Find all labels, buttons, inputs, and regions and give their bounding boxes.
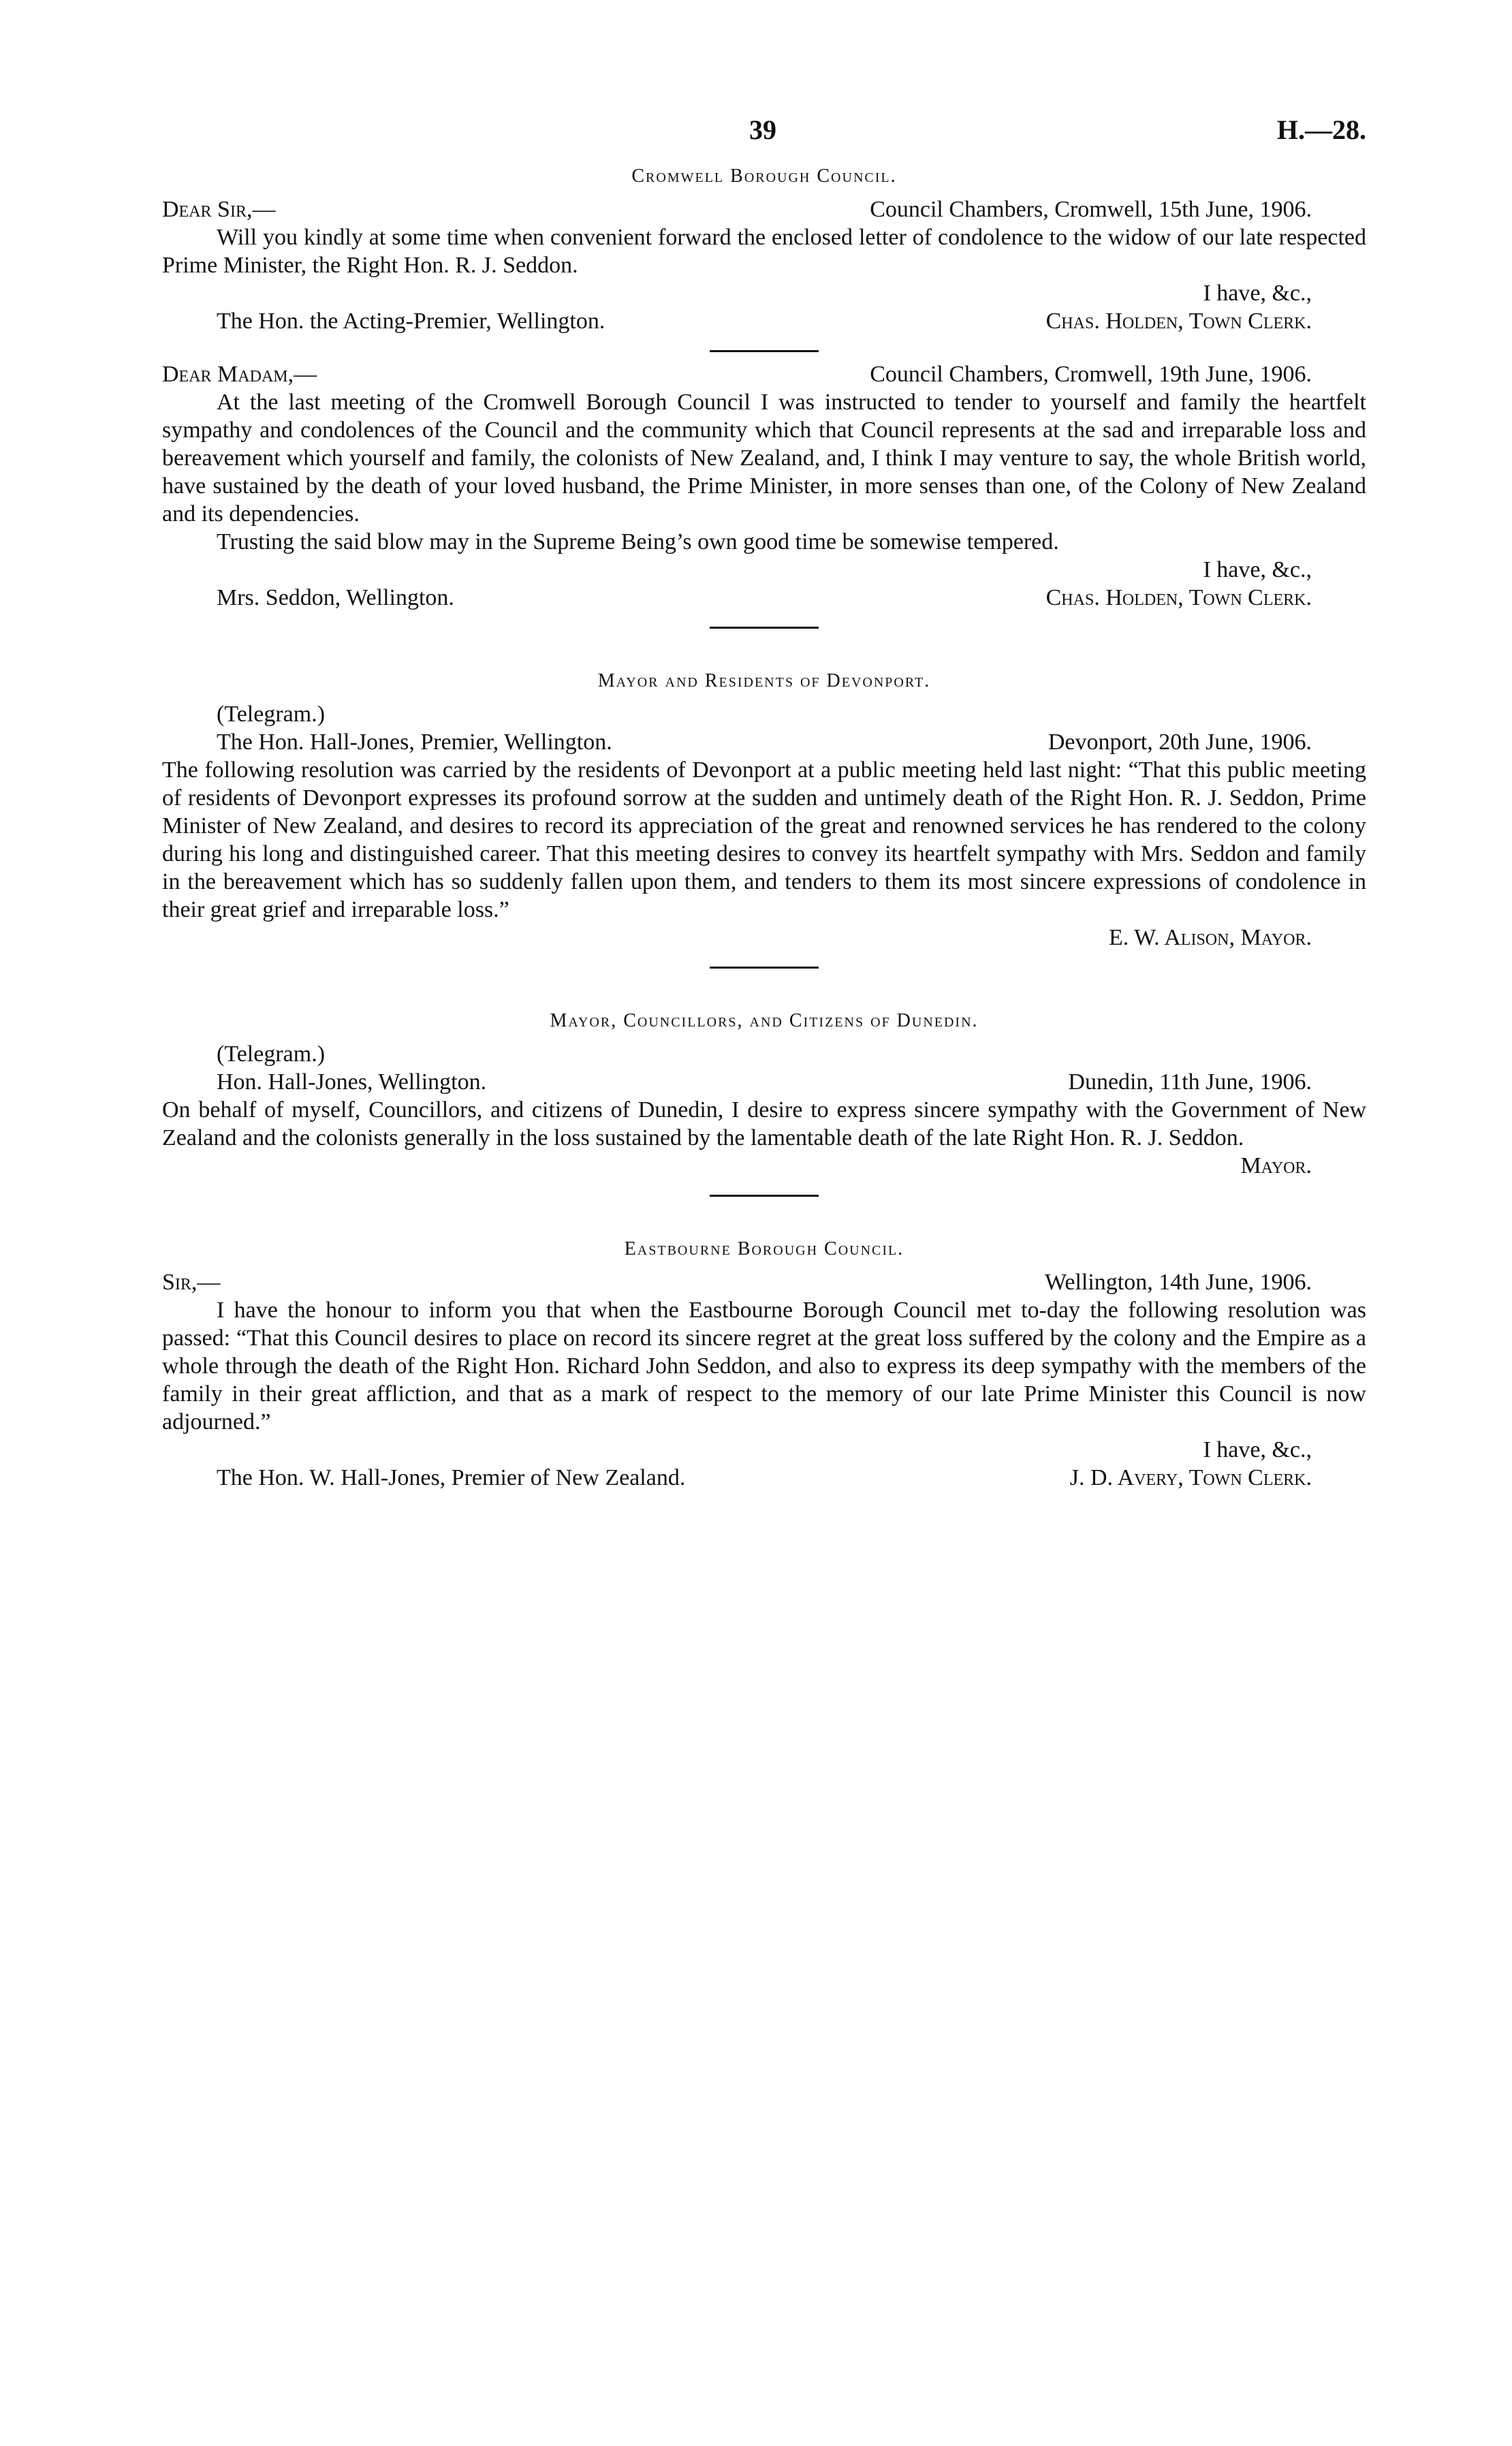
closing: I have, &c.,: [1203, 281, 1312, 306]
salutation: Dear Madam,—: [162, 362, 317, 387]
closing: I have, &c.,: [1203, 557, 1312, 582]
closing: I have, &c.,: [1203, 1437, 1312, 1462]
page-number: 39: [749, 114, 776, 145]
addressee: The Hon. Hall-Jones, Premier, Wellington.: [217, 730, 612, 755]
signatory: J. D. Avery, Town Clerk.: [1069, 1465, 1312, 1490]
dateline: Devonport, 20th June, 1906.: [1048, 730, 1312, 755]
divider: [710, 967, 819, 969]
signatory: Chas. Holden, Town Clerk.: [1045, 585, 1312, 610]
document-ref: H.—28.: [1276, 114, 1366, 145]
letter-body: I have the honour to inform you that when the Eastbourne Borough Council met to-day the following resolution was passed: “That this Council desires to place on record its sincere regret at the great loss suffered by the colony and the Empire as a whole through the death of the Right Hon. Richard John Seddon, and also to express its deep sympathy with the members of the family in their great affliction, and that as a mark of respect to the memory of our late Prime Minister this Council is now adjourned.”: [162, 1298, 1366, 1434]
salutation: Dear Sir,—: [162, 197, 276, 222]
letter-footer: [162, 584, 1366, 612]
letter-title: Eastbourne Borough Council.: [624, 1238, 904, 1259]
letter-heading: [162, 360, 1366, 388]
addressee: The Hon. the Acting-Premier, Wellington.: [217, 309, 605, 334]
signatory: Mayor.: [1240, 1153, 1312, 1178]
letter-body: The following resolution was carried by the residents of Devonport at a public meeting held last night: “That this public meeting of residents of Devonport expresses its profound sorrow at the sudden and untimely death of the Right Hon. R. J. Seddon, Prime Minister of New Zealand, and desires to record its appreciation of the great and renowned services he has rendered to the colony during his long and distinguished career. That this meeting desires to convey its heartfelt sympathy with Mrs. Seddon and family in the bereavement which has so suddenly fallen upon them, and tenders to them its most sincere expressions of condolence in their great grief and irreparable loss.”: [162, 757, 1366, 922]
divider: [710, 627, 819, 629]
letter-footer: [162, 307, 1366, 335]
telegram-note: (Telegram.): [217, 1041, 326, 1067]
divider: [710, 350, 819, 352]
salutation: Sir,—: [162, 1270, 221, 1295]
dateline: Dunedin, 11th June, 1906.: [1068, 1069, 1312, 1095]
letter-body: On behalf of myself, Councillors, and citizens of Dunedin, I desire to express sincere sympathy with the Government of New Zealand and the colonists generally in the loss sustained by the lamentable death of the late Right Hon. R. J. Seddon.: [162, 1097, 1366, 1150]
letter-title: Cromwell Borough Council.: [631, 166, 897, 187]
signatory: Chas. Holden, Town Clerk.: [1045, 309, 1312, 334]
letter-footer: [162, 1464, 1366, 1492]
signatory: E. W. Alison, Mayor.: [1109, 925, 1312, 950]
letter-body: Will you kindly at some time when convenient forward the enclosed letter of condolence to the widow of our late respected Prime Minister, the Right Hon. R. J. Seddon.: [162, 225, 1366, 278]
dateline: Council Chambers, Cromwell, 19th June, 1906.: [870, 362, 1312, 387]
telegram-note: (Telegram.): [217, 702, 326, 727]
addressee: Mrs. Seddon, Wellington.: [217, 585, 454, 610]
letter-title: Mayor, Councillors, and Citizens of Dunedin.: [550, 1010, 979, 1031]
divider: [710, 1195, 819, 1197]
dateline: Council Chambers, Cromwell, 15th June, 1906.: [870, 197, 1312, 222]
letter-heading: [162, 728, 1366, 756]
page: [162, 116, 1366, 1492]
addressee: Hon. Hall-Jones, Wellington.: [217, 1069, 487, 1095]
letter-body: Trusting the said blow may in the Supreme Being’s own good time be somewise tempered.: [217, 529, 1059, 554]
letter-heading: [162, 195, 1366, 223]
addressee: The Hon. W. Hall-Jones, Premier of New Zealand.: [217, 1465, 686, 1490]
letter-body: At the last meeting of the Cromwell Borough Council I was instructed to tender to yourself and family the heartfelt sympathy and condolences of the Council and the community which that Council represents at the sad and irreparable loss and bereavement which yourself and family, the colonists of New Zealand, and, I think I may venture to say, the whole British world, have sustained by the death of your loved husband, the Prime Minister, in more senses than one, of the Colony of New Zealand and its dependencies.: [162, 390, 1366, 527]
letter-heading: [162, 1268, 1366, 1296]
dateline: Wellington, 14th June, 1906.: [1044, 1270, 1312, 1295]
page-header: [162, 116, 1366, 157]
letter-heading: [162, 1068, 1366, 1096]
letter-title: Mayor and Residents of Devonport.: [597, 670, 931, 691]
